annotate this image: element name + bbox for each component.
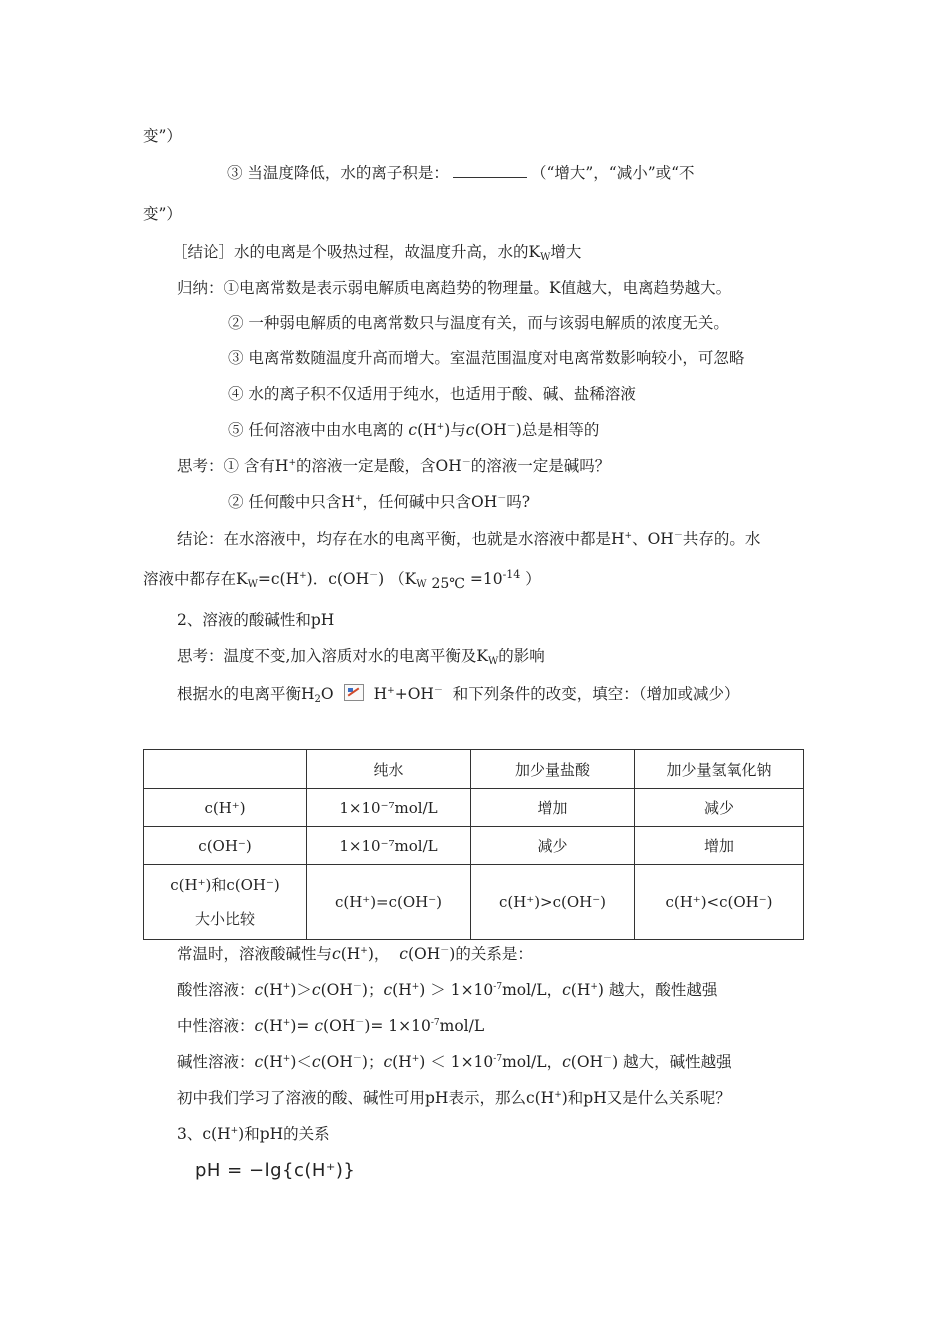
text-line: 常温时，溶液酸碱性与c(H+)， c(OH－)的关系是： <box>177 945 533 963</box>
table-cell: 减少 <box>471 827 635 865</box>
text-line: 变”） <box>143 205 182 223</box>
table-row <box>144 827 804 865</box>
table-header-cell: 加少量盐酸 <box>471 750 635 789</box>
text: ［结论］水的电离是个吸热过程，故温度升高，水的K <box>172 243 541 261</box>
table-cell: 增加 <box>471 789 635 827</box>
table-row <box>144 865 804 940</box>
think-line-3: 思考：温度不变,加入溶质对水的电离平衡及$K_W$的影响 <box>177 647 545 667</box>
table-header-cell <box>144 750 307 789</box>
subscript: W <box>540 252 551 263</box>
table-cell: 1×10⁻⁷mol/L <box>307 789 471 827</box>
neutral-line: 中性溶液：$c(H^+)= c(OH^-)= 1\times 10^{-7}mol/L$ <box>177 1017 485 1035</box>
text-line: 变”） <box>143 127 182 145</box>
text: （“增大”，“减小”或“不 <box>530 164 695 182</box>
table-cell: c(H⁺)<c(OH⁻) <box>635 865 804 940</box>
table-row-label: c(OH⁻) <box>144 827 307 865</box>
think-line-1: 思考：① 含有H+的溶液一定是酸，含OH－的溶液一定是碱吗？ <box>177 457 611 475</box>
table-cell: 减少 <box>635 789 804 827</box>
text: ③ 当温度降低，水的离子积是： <box>227 164 449 182</box>
table-row <box>144 750 804 789</box>
table-cell: 1×10⁻⁷mol/L <box>307 827 471 865</box>
conclusion-line <box>172 241 581 263</box>
section-heading-2: 2、溶液的酸碱性和pH <box>177 611 335 629</box>
text-line: 初中我们学习了溶液的酸、碱性可用pH表示，那么c(H+)和pH又是什么关系呢？ <box>177 1089 731 1107</box>
table-row <box>144 789 804 827</box>
table-cell: c(H⁺)>c(OH⁻) <box>471 865 635 940</box>
summary-line-5: ⑤ 任何溶液中由水电离的 c(H+)与c(OH－)总是相等的 <box>228 421 600 439</box>
summary-line-4: ④ 水的离子积不仅适用于纯水，也适用于酸、碱、盐稀溶液 <box>228 385 636 403</box>
table-row-label: c(H⁺) <box>144 789 307 827</box>
text-line <box>227 162 695 184</box>
conclusion-line-2: 结论：在水溶液中，均存在水的电离平衡，也就是水溶液中都是H+、OH－共存的。水 <box>177 530 761 548</box>
ph-formula: pH = −lg{c(H⁺)} <box>195 1160 356 1181</box>
table-header-cell: 纯水 <box>307 750 471 789</box>
fill-blank <box>453 163 527 178</box>
table-row-label: c(H⁺)和c(OH⁻) 大小比较 <box>144 865 307 940</box>
equilibrium-line: 根据水的电离平衡$H_2O$ H++OH－ 和下列条件的改变，填空：（增加或减少） <box>177 685 740 705</box>
table-header-cell: 加少量氢氧化钠 <box>635 750 804 789</box>
table-cell: 增加 <box>635 827 804 865</box>
think-line-2: ② 任何酸中只含H+，任何碱中只含OH－吗? <box>228 493 531 511</box>
text: 增大 <box>550 243 582 261</box>
summary-line-1: 归纳：①电离常数是表示弱电解质电离趋势的物理量。K值越大，电离趋势越大。 <box>177 279 732 297</box>
table-cell: c(H⁺)=c(OH⁻) <box>307 865 471 940</box>
section-heading-3: 3、c(H+)和pH的关系 <box>177 1125 330 1143</box>
summary-line-3: ③ 电离常数随温度升高而增大。室温范围温度对电离常数影响较小，可忽略 <box>228 349 745 367</box>
acid-line: 酸性溶液：c(H+)＞c(OH－)；$c(H^+) > 1\times 10^{-7}mol/L$，c(H+) 越大，酸性越强 <box>177 981 718 999</box>
comparison-table <box>143 749 804 940</box>
base-line: 碱性溶液：c(H+)＜c(OH－)；$c(H^+) < 1\times 10^{-7}mol/L$，c(OH－) 越大，碱性越强 <box>177 1053 732 1071</box>
summary-line-2: ② 一种弱电解质的电离常数只与温度有关，而与该弱电解质的浓度无关。 <box>228 314 729 332</box>
equilibrium-arrow-icon <box>344 684 364 701</box>
kw-line: 溶液中都存在$K_W=c(H^+)$．c(OH－) （$K_W$ 25℃ $=10^{-14}$ ） <box>143 568 541 592</box>
